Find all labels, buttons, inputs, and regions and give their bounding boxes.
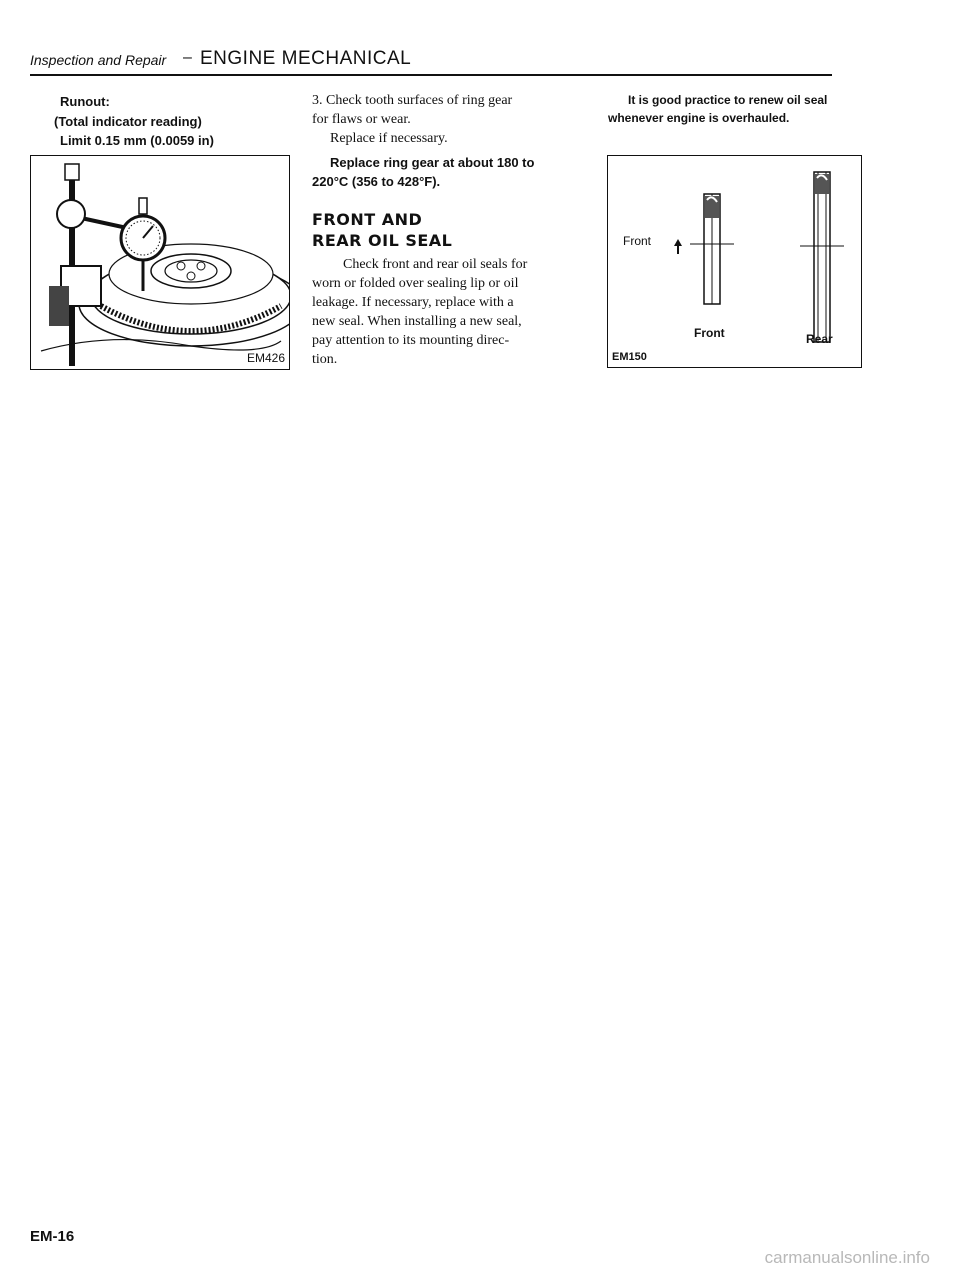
oil-seal-body-line5: pay attention to its mounting direc- bbox=[312, 333, 510, 348]
page-header bbox=[30, 44, 832, 76]
step3-line3: Replace if necessary. bbox=[330, 131, 448, 146]
header-dash: – bbox=[183, 49, 192, 66]
header-section-label: Inspection and Repair bbox=[30, 52, 167, 68]
oil-seal-body-line6: tion. bbox=[312, 352, 338, 367]
replace-temp-line1: Replace ring gear at about 180 to bbox=[330, 155, 535, 170]
section-title-line1: FRONT AND bbox=[312, 210, 423, 229]
runout-limit: Limit 0.15 mm (0.0059 in) bbox=[60, 133, 214, 148]
oil-seal-front-label: Front bbox=[623, 234, 652, 248]
renew-seal-note-line2: whenever engine is overhauled. bbox=[608, 111, 790, 125]
flywheel-dial-gauge-illustration bbox=[31, 156, 289, 369]
section-title-line2: REAR OIL SEAL bbox=[312, 231, 453, 250]
oil-seal-body-line3: leakage. If necessary, replace with a bbox=[312, 295, 514, 310]
rear-seal-label: Rear bbox=[806, 332, 833, 346]
front-seal-label: Front bbox=[694, 326, 725, 340]
total-indicator-label: (Total indicator reading) bbox=[54, 114, 202, 129]
runout-figure bbox=[30, 155, 290, 370]
header-title: ENGINE MECHANICAL bbox=[200, 48, 412, 69]
step3-line1: 3. Check tooth surfaces of ring gear bbox=[312, 93, 513, 108]
renew-seal-note-line1: It is good practice to renew oil seal bbox=[628, 93, 828, 107]
runout-figure-code: EM426 bbox=[246, 351, 285, 365]
page-number: EM-16 bbox=[30, 1228, 75, 1245]
oil-seal-body-line4: new seal. When installing a new seal, bbox=[312, 314, 522, 329]
oil-seal-figure bbox=[607, 155, 862, 368]
oil-seal-figure-code: EM150 bbox=[612, 351, 647, 363]
runout-label: Runout: bbox=[60, 94, 110, 109]
step3-line2: for flaws or wear. bbox=[312, 112, 411, 127]
watermark: carmanualsonline.info bbox=[764, 1248, 930, 1267]
oil-seal-body-line1: Check front and rear oil seals for bbox=[343, 257, 528, 272]
oil-seal-body-line2: worn or folded over sealing lip or oil bbox=[312, 276, 519, 291]
replace-temp-line2: 220°C (356 to 428°F). bbox=[312, 174, 441, 189]
